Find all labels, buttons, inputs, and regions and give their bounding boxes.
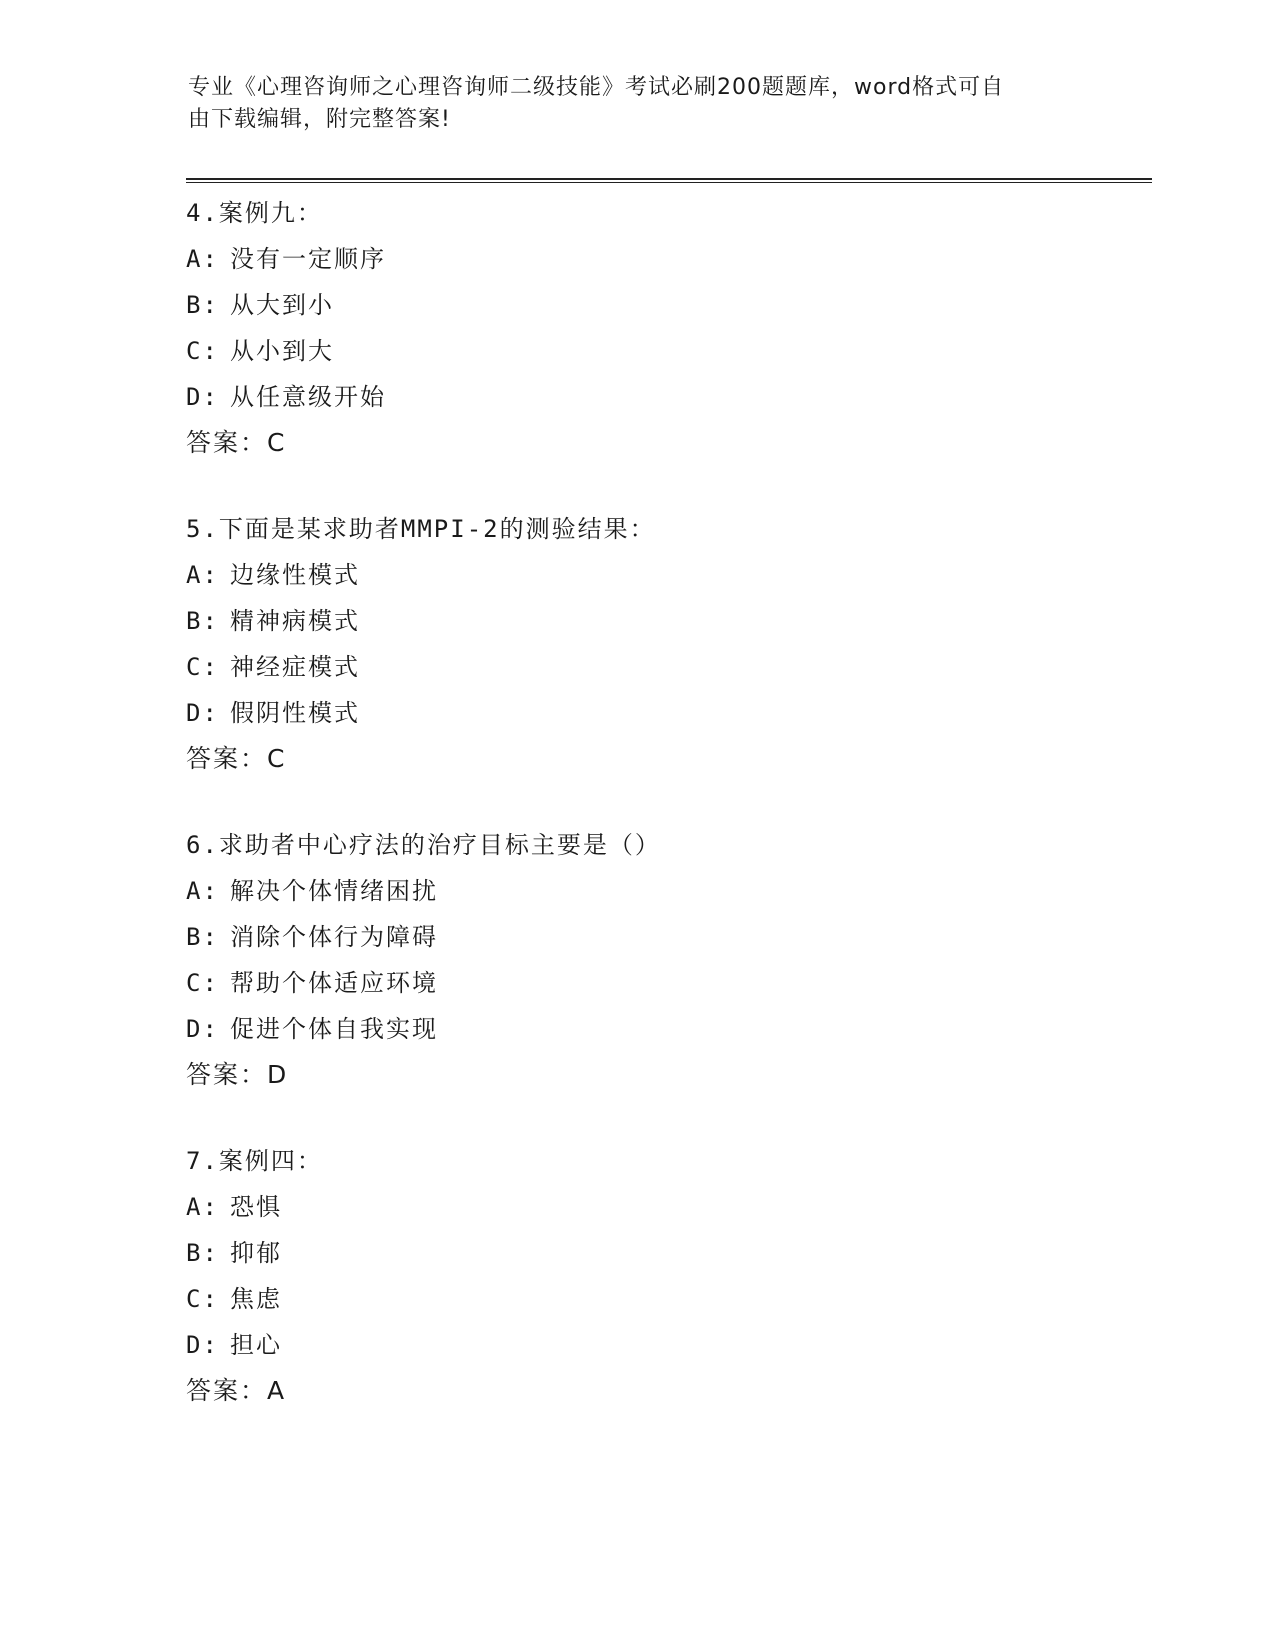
option-key: D: (186, 1015, 219, 1043)
option-key: B: (186, 291, 219, 319)
option-d (186, 690, 1146, 736)
option-text: 从大到小 (230, 291, 334, 319)
option-text: 帮助个体适应环境 (230, 969, 438, 997)
question-6 (186, 822, 1146, 1098)
option-text: 焦虑 (230, 1285, 282, 1313)
option-text: 恐惧 (230, 1193, 282, 1221)
question-title: 7.案例四： (186, 1147, 323, 1175)
header-divider (186, 178, 1152, 183)
option-b (186, 914, 1146, 960)
option-d (186, 1322, 1146, 1368)
option-c (186, 1276, 1146, 1322)
option-text: 没有一定顺序 (230, 245, 386, 273)
option-c (186, 644, 1146, 690)
option-key: C: (186, 653, 219, 681)
answer-line: 答案：C (186, 744, 287, 773)
option-key: C: (186, 337, 219, 365)
header-line-1: 专业《心理咨询师之心理咨询师二级技能》考试必刷200题题库，word格式可自 (188, 75, 1005, 100)
option-key: C: (186, 969, 219, 997)
option-key: B: (186, 1239, 219, 1267)
option-text: 假阴性模式 (230, 699, 360, 727)
option-key: D: (186, 699, 219, 727)
option-text: 抑郁 (230, 1239, 282, 1267)
option-key: A: (186, 877, 219, 905)
option-a (186, 868, 1146, 914)
option-text: 从任意级开始 (230, 383, 386, 411)
option-text: 精神病模式 (230, 607, 360, 635)
option-a (186, 236, 1146, 282)
header-line-2: 由下载编辑，附完整答案! (188, 107, 451, 132)
option-key: A: (186, 561, 219, 589)
option-d (186, 374, 1146, 420)
question-4 (186, 190, 1146, 466)
option-a (186, 552, 1146, 598)
option-key: D: (186, 383, 219, 411)
answer-line: 答案：A (186, 1376, 287, 1405)
option-b (186, 282, 1146, 328)
option-b (186, 598, 1146, 644)
option-key: B: (186, 923, 219, 951)
option-b (186, 1230, 1146, 1276)
option-text: 解决个体情绪困扰 (230, 877, 438, 905)
option-a (186, 1184, 1146, 1230)
option-key: A: (186, 1193, 219, 1221)
option-key: C: (186, 1285, 219, 1313)
question-5 (186, 506, 1146, 782)
question-list (186, 190, 1146, 1454)
option-text: 神经症模式 (230, 653, 360, 681)
option-c (186, 328, 1146, 374)
question-title: 4.案例九： (186, 199, 323, 227)
option-text: 边缘性模式 (230, 561, 360, 589)
option-d (186, 1006, 1146, 1052)
option-c (186, 960, 1146, 1006)
question-title: 5.下面是某求助者MMPI-2的测验结果： (186, 515, 656, 543)
option-key: B: (186, 607, 219, 635)
document-header (188, 72, 1068, 136)
option-key: A: (186, 245, 219, 273)
answer-line: 答案：C (186, 428, 287, 457)
option-text: 消除个体行为障碍 (230, 923, 438, 951)
option-text: 从小到大 (230, 337, 334, 365)
option-text: 促进个体自我实现 (230, 1015, 438, 1043)
question-7 (186, 1138, 1146, 1414)
question-title: 6.求助者中心疗法的治疗目标主要是（） (186, 831, 661, 859)
option-key: D: (186, 1331, 219, 1359)
option-text: 担心 (230, 1331, 282, 1359)
answer-line: 答案：D (186, 1060, 289, 1089)
